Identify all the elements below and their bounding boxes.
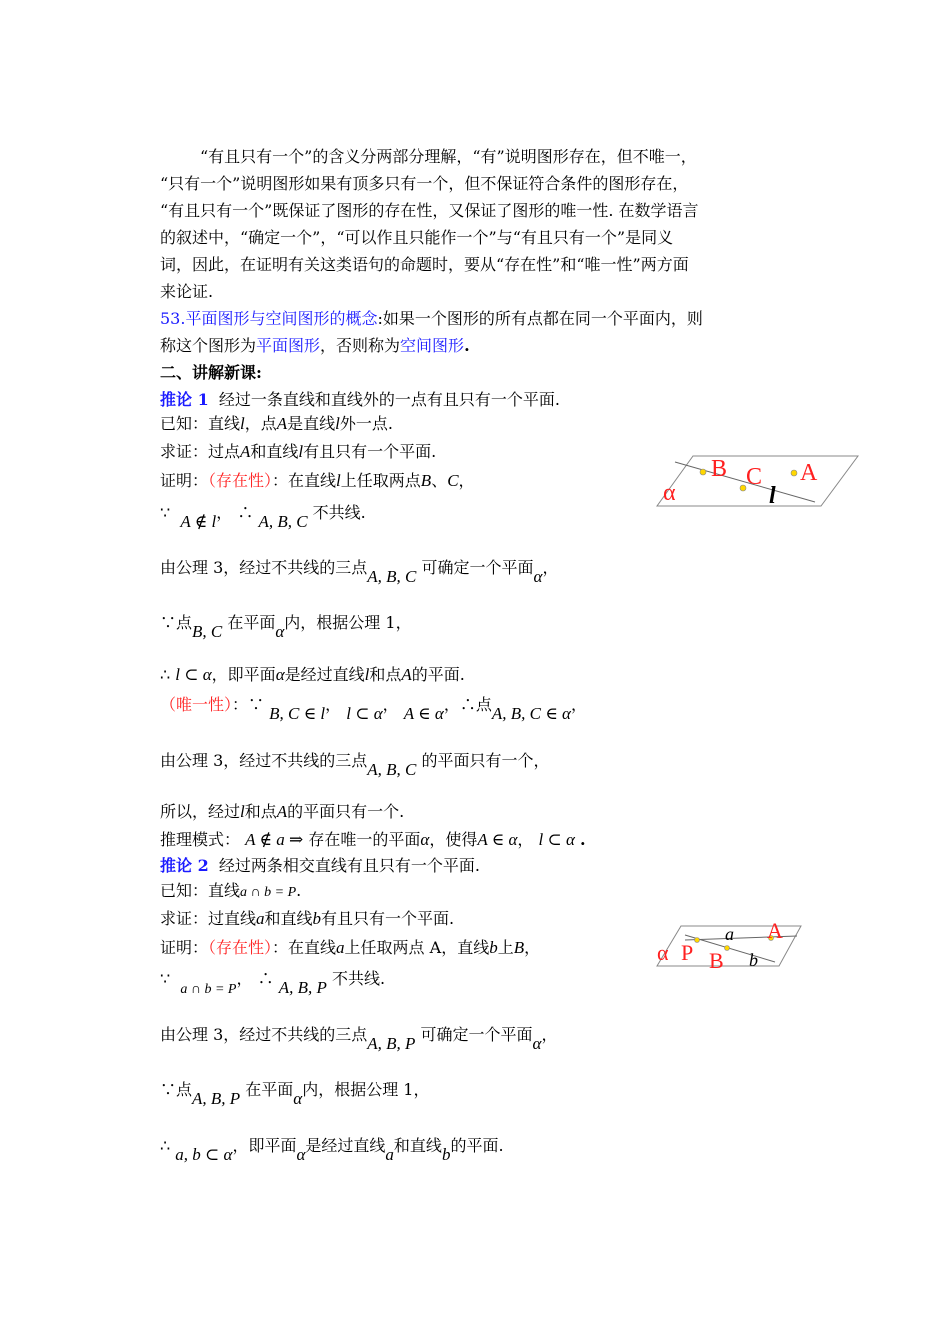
c1-prove xyxy=(160,441,436,463)
c1-sub-text-c: 是经过直线 xyxy=(284,665,365,684)
c2-sub-text-c: 是经过直线 xyxy=(305,1136,386,1155)
fig1-alpha-label: α xyxy=(663,480,676,506)
c2-prove-text: 求证：过直线 xyxy=(160,909,257,928)
c1-so-l: l xyxy=(240,802,245,821)
c1-uniqueness-tag: （唯一性） xyxy=(160,695,233,714)
c2-comma: ， xyxy=(236,969,253,988)
fig2-A-label: A xyxy=(767,918,783,943)
c1-so-text: 所以，经过 xyxy=(160,802,241,821)
c1-sub-text-d: 和点 xyxy=(369,665,402,684)
intro-line-5: 词，因此，在证明有关这类语句的命题时，要从“存在性”和“唯一性”两方面 xyxy=(160,255,689,274)
c1-mode-label: 推理模式： xyxy=(160,830,241,849)
fig1-B-label: B xyxy=(711,456,728,482)
c1-sub-therefore: ∴ xyxy=(160,665,171,684)
fig2-a-label: a xyxy=(725,924,734,944)
c2-pt-abp: A, B, P xyxy=(192,1089,241,1108)
c1-mode-comma: ， xyxy=(517,830,534,849)
c1-uniq-comma: ， xyxy=(570,695,587,714)
c1-so-text-b: 和点 xyxy=(244,802,277,821)
c2-given-text: 已知：直线 xyxy=(160,881,241,900)
c1-mode-math-1: A ∉ a ⇒ xyxy=(245,830,304,849)
c1-only-abc: A, B, C xyxy=(367,760,417,779)
c2-given-end: . xyxy=(296,881,302,900)
c2-sub-math: a, b ⊂ α xyxy=(175,1145,233,1164)
c1-mode-math-3: l ⊂ α xyxy=(538,830,575,849)
c2-axiom3-text: 由公理 3，经过不共线的三点 xyxy=(160,1025,368,1044)
c1-proof-start xyxy=(160,470,475,492)
c2-prove-a: a xyxy=(256,909,265,928)
concept-text-2b: ，否则称为 xyxy=(320,336,401,355)
c2-subset xyxy=(160,1135,504,1164)
c2-because-symbol: ∵ xyxy=(160,969,171,988)
c1-subset xyxy=(160,664,465,686)
c1-proof-text-e: ， xyxy=(458,471,475,490)
plane-figure-term: 平面图形 xyxy=(256,336,321,355)
concept-line-1 xyxy=(160,308,703,330)
c1-uniq-math-4: A, B, C ∈ α xyxy=(491,704,571,723)
corollary-1-statement: 经过一条直线和直线外的一点有且只有一个平面. xyxy=(218,390,560,409)
c1-prove-text: 求证：过点 xyxy=(160,442,241,461)
c2-sub-text-e: 的平面. xyxy=(450,1136,504,1155)
corollary-1-label: 推论 1 xyxy=(160,390,209,409)
c2-proof-text-d: 上 xyxy=(497,938,514,957)
c1-so-text-c: 的平面只有一个. xyxy=(287,802,405,821)
c1-only-text-b: 的平面只有一个， xyxy=(421,751,550,770)
concept-title: 平面图形与空间图形的概念 xyxy=(185,309,378,328)
c1-axiom3-text-b: 可确定一个平面 xyxy=(421,558,534,577)
concept-text-2c: . xyxy=(464,336,470,355)
c1-given-text-b: ，点 xyxy=(244,414,277,433)
c2-therefore-symbol: ∴ xyxy=(257,969,274,988)
c2-proof-b: b xyxy=(489,938,498,957)
c2-sub-a: a xyxy=(385,1145,394,1164)
c1-given-l: l xyxy=(240,414,245,433)
c1-uniq-therefore: ，∴点 xyxy=(443,695,492,714)
c2-sub-therefore: ∴ xyxy=(160,1136,171,1155)
c1-proof-text-b: ：在直线 xyxy=(272,471,337,490)
c2-sub-alpha: α xyxy=(296,1145,306,1164)
c1-abc-math: A, B, C xyxy=(258,512,308,531)
c1-proof-label: 证明： xyxy=(160,471,209,490)
c1-pt-text: ∵点 xyxy=(160,613,193,632)
c2-sub-text-b: ，即平面 xyxy=(232,1136,297,1155)
fig2-alpha-label: α xyxy=(657,940,669,965)
corollary-2-statement: 经过两条相交直线有且只有一个平面. xyxy=(218,856,480,875)
point-A xyxy=(791,470,797,476)
c1-reasoning-mode xyxy=(160,829,586,851)
c1-uniqueness: （唯一性）：∵ B, C ∈ l， l ⊂ α， A ∈ α，∴点A, B, C ∈ α， xyxy=(160,695,587,723)
concept-line-2 xyxy=(160,335,470,357)
c1-proof-text-d: 、 xyxy=(431,471,448,490)
c1-sub-text-b: ，即平面 xyxy=(211,665,276,684)
c1-sub-l: l xyxy=(364,665,370,684)
c2-pt-text: ∵点 xyxy=(160,1080,193,1099)
c2-points-in-plane xyxy=(160,1079,430,1108)
c2-existence-tag: （存在性） xyxy=(208,938,273,957)
intro-line-2: “只有一个”说明图形如果有顶多只有一个，但不保证符合条件的图形存在， xyxy=(160,174,689,193)
c1-proof-B: B xyxy=(420,471,432,490)
point-P xyxy=(695,938,700,943)
c2-axiom3-alpha: α xyxy=(532,1034,542,1053)
point-B xyxy=(700,469,706,475)
c2-proof-text-e: ， xyxy=(524,938,541,957)
c1-sub-A: A xyxy=(401,665,412,684)
c1-only-text: 由公理 3，经过不共线的三点 xyxy=(160,751,368,770)
c1-proof-C: C xyxy=(447,471,459,490)
fig1-C-label: C xyxy=(746,464,763,490)
c1-mode-math-2: A ∈ α xyxy=(477,830,518,849)
c1-pt-bc: B, C xyxy=(192,622,223,641)
c2-axiom3-text-b: 可确定一个平面 xyxy=(420,1025,533,1044)
c1-points-in-plane xyxy=(160,612,412,641)
corollary-2-label: 推论 2 xyxy=(160,856,209,875)
c1-proof-text-c: 上任取两点 xyxy=(340,471,421,490)
c1-given-text-c: 是直线 xyxy=(287,414,336,433)
c2-pt-text-b: 在平面 xyxy=(245,1080,294,1099)
c1-conclusion xyxy=(160,801,404,823)
c1-axiom3-text: 由公理 3，经过不共线的三点 xyxy=(160,558,368,577)
c1-prove-l: l xyxy=(298,442,304,461)
intro-line-1: “有且只有一个”的含义分两部分理解，“有”说明图形存在，但不唯一， xyxy=(200,147,697,166)
c1-prove-A: A xyxy=(240,442,251,461)
c2-prove-b: b xyxy=(312,909,322,928)
c1-mode-end: . xyxy=(580,830,586,849)
section-title: 二、讲解新课: xyxy=(160,363,262,382)
c1-given xyxy=(160,413,393,435)
c1-mode-text-c: ，使得 xyxy=(429,830,478,849)
c2-proof-label: 证明： xyxy=(160,938,209,957)
c2-pt-text-c: 内，根据公理 1， xyxy=(302,1080,430,1099)
line-l xyxy=(675,462,815,502)
c1-uniq-because: ：∵ xyxy=(232,695,265,714)
c2-proof-start xyxy=(160,937,540,959)
c2-proof-text-c: 上任取两点 A，直线 xyxy=(344,938,490,957)
c1-proof-l: l xyxy=(336,471,341,490)
fig2-B-label: B xyxy=(709,948,724,970)
c1-pt-alpha: α xyxy=(275,622,285,641)
fig1-A-label: A xyxy=(800,460,818,486)
c1-prove-text-c: 有且只有一个平面. xyxy=(303,442,437,461)
c1-mode-alpha: α xyxy=(420,830,430,849)
c1-axiom3 xyxy=(160,557,559,586)
intro-line-6: 来论证. xyxy=(160,282,214,301)
c2-given-math: a ∩ b = P xyxy=(240,885,297,900)
c1-axiom3-alpha: α xyxy=(533,567,543,586)
c2-because-1 xyxy=(160,968,386,997)
c1-pt-text-b: 在平面 xyxy=(227,613,276,632)
c1-sub-math: l ⊂ α xyxy=(175,665,212,684)
c2-noncollinear: 不共线. xyxy=(331,969,386,988)
corollary-1-heading xyxy=(160,389,560,411)
fig2-P-label: P xyxy=(681,940,694,965)
c2-axiom3 xyxy=(160,1024,558,1053)
c1-mode-text-b: 存在唯一的平面 xyxy=(308,830,421,849)
c2-abp-math: A, B, P xyxy=(278,978,327,997)
corollary-2-figure xyxy=(655,918,803,970)
c1-only-one xyxy=(160,750,550,779)
point-B2 xyxy=(725,946,730,951)
c1-sub-text-e: 的平面. xyxy=(411,665,465,684)
concept-number: 53. xyxy=(160,309,186,328)
c2-axiom3-abp: A, B, P xyxy=(367,1034,416,1053)
concept-text-2a: 称这个图形为 xyxy=(160,336,257,355)
corollary-1-figure xyxy=(655,452,860,510)
concept-text-1: :如果一个图形的所有点都在同一个平面内，则 xyxy=(377,309,703,328)
therefore-symbol: ∴ xyxy=(237,503,254,522)
c2-prove xyxy=(160,908,454,930)
c1-given-text-d: 外一点. xyxy=(339,414,393,433)
intro-line-3: “有且只有一个”既保证了图形的存在性，又保证了图形的唯一性. 在数学语言 xyxy=(160,201,699,220)
c1-prove-text-b: 和直线 xyxy=(250,442,299,461)
c1-notin-math: A ∉ l xyxy=(180,512,217,531)
c1-so-A: A xyxy=(276,802,288,821)
c2-because-math: a ∩ b = P xyxy=(180,982,237,997)
c1-given-A: A xyxy=(276,414,288,433)
c1-comma: ， xyxy=(216,503,233,522)
intro-line-4: 的叙述中，“确定一个”，“可以作且只能作一个”与“有且只有一个”是同义 xyxy=(160,228,674,247)
c2-sub-b: b xyxy=(441,1145,451,1164)
c1-because-1 xyxy=(160,502,366,531)
c2-pt-alpha: α xyxy=(293,1089,303,1108)
c2-given xyxy=(160,880,301,904)
c2-proof-B: B xyxy=(513,938,525,957)
corollary-2-heading xyxy=(160,855,480,877)
c2-axiom3-comma: ， xyxy=(541,1025,558,1044)
c2-prove-text-b: 和直线 xyxy=(264,909,313,928)
c1-uniq-math-3: A ∈ α xyxy=(403,704,444,723)
space-figure-term: 空间图形 xyxy=(400,336,465,355)
c1-uniq-math-1: B, C ∈ l xyxy=(269,704,326,723)
c2-sub-text-d: 和直线 xyxy=(393,1136,442,1155)
c1-given-l2: l xyxy=(335,414,340,433)
fig1-l-label: l xyxy=(769,483,776,509)
c1-axiom3-comma: ， xyxy=(542,558,559,577)
c1-noncollinear: 不共线. xyxy=(312,503,366,522)
c1-uniq-math-2: l ⊂ α xyxy=(346,704,383,723)
c2-proof-text-b: ：在直线 xyxy=(272,938,337,957)
c1-sub-alpha: α xyxy=(275,665,285,684)
c1-pt-text-c: 内，根据公理 1， xyxy=(284,613,412,632)
c2-prove-text-c: 有且只有一个平面. xyxy=(321,909,455,928)
c2-proof-a: a xyxy=(336,938,345,957)
fig2-b-label: b xyxy=(749,950,758,970)
c1-existence-tag: （存在性） xyxy=(208,471,273,490)
c1-given-text: 已知：直线 xyxy=(160,414,241,433)
because-symbol: ∵ xyxy=(160,503,171,522)
c1-axiom3-abc: A, B, C xyxy=(367,567,417,586)
